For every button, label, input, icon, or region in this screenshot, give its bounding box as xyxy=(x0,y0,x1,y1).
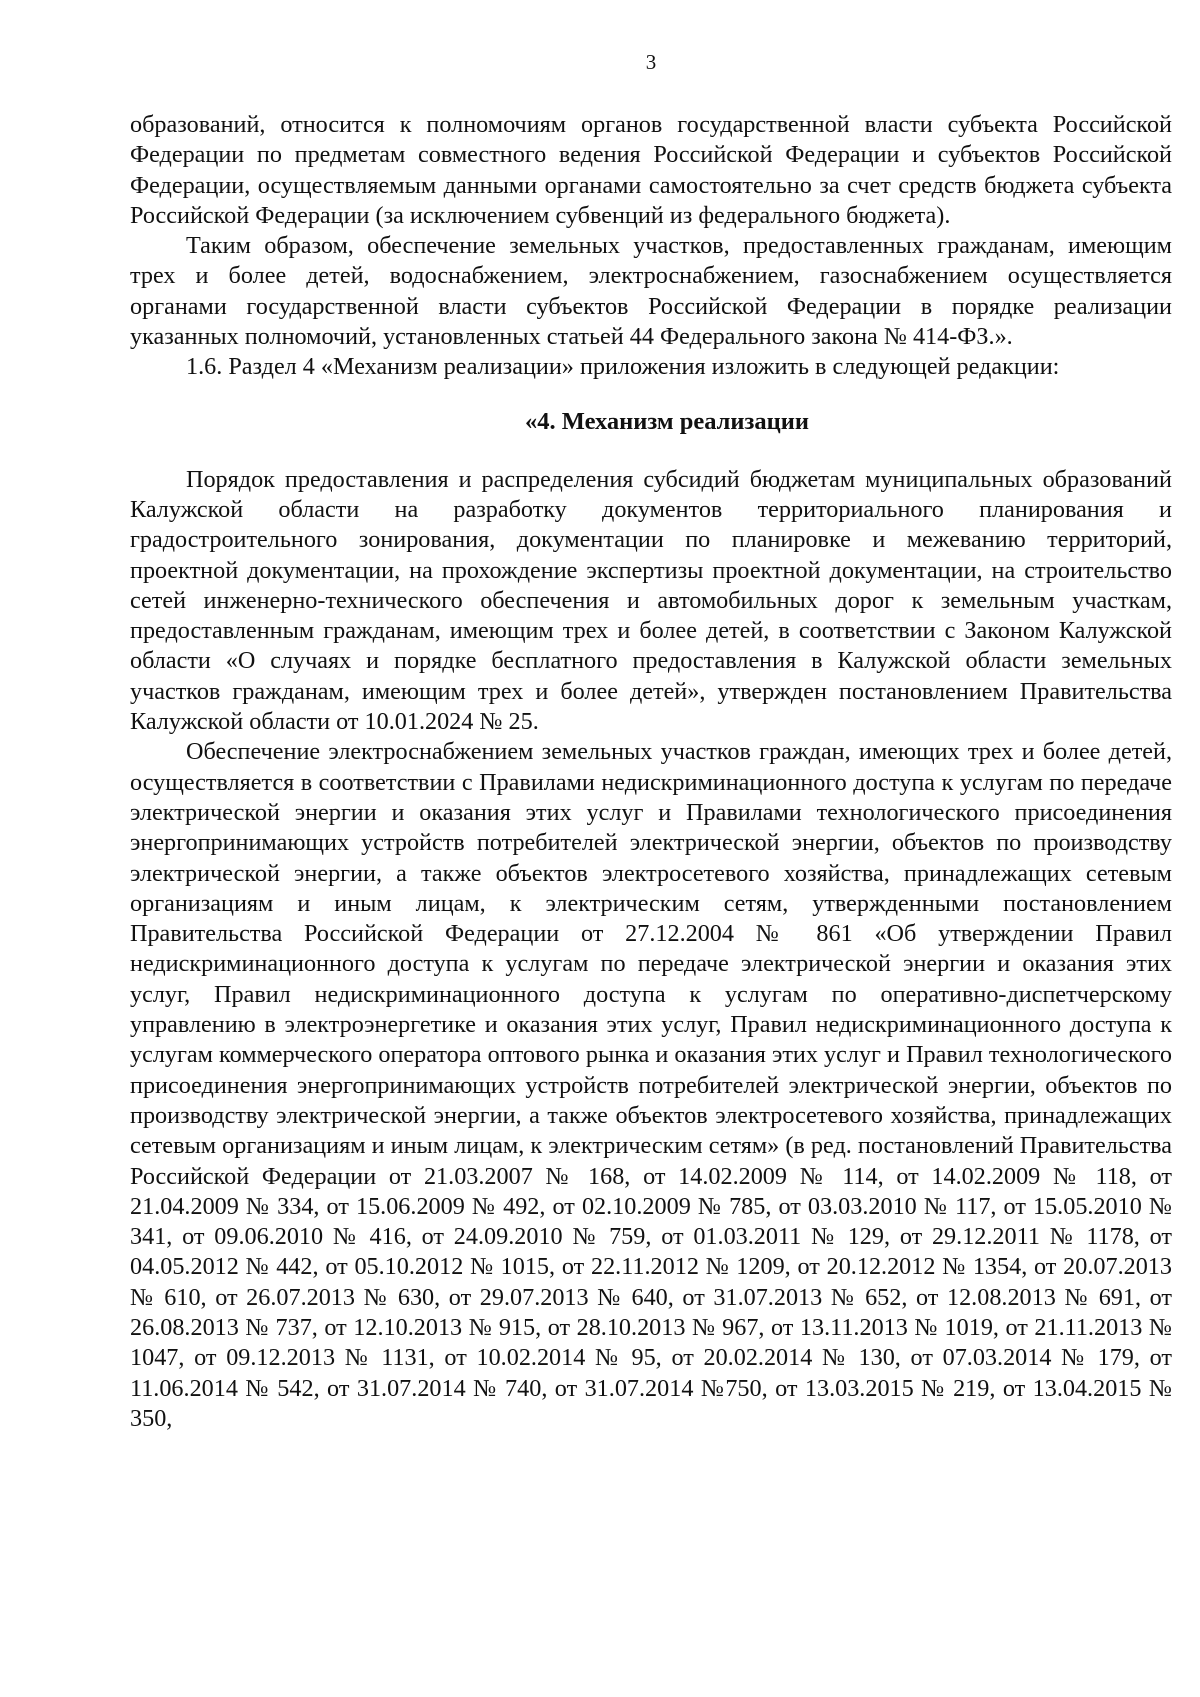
section-heading: «4. Механизм реализации xyxy=(525,407,809,435)
paragraph-subsidy-procedure: Порядок предоставления и распределения субсидий бюджетам муниципальных образований Калужской области на разработку документов территориального планирования и градостроительного зонирования, документации по планировке и межеванию территорий, проектной документации, на прохождение экспертизы проектной документации, на строительство сетей инженерно-технического обеспечения и автомобильных дорог к земельным участкам, предоставленным гражданам, имеющим трех и более детей, в соответствии с Законом Калужской области «О случаях и порядке бесплатного предоставления в Калужской области земельных участков гражданам, имеющим трех и более детей», утвержден постановлением Правительства Калужской области от 10.01.2024 № 25. xyxy=(130,465,1172,736)
page-number: 3 xyxy=(645,50,657,74)
paragraph-electricity-supply: Обеспечение электроснабжением земельных участков граждан, имеющих трех и более детей, осуществляется в соответствии с Правилами недискриминационного доступа к услугам по передаче электрической энергии и оказания этих услуг и Правилами технологического присоединения энергопринимающих устройств потребителей электрической энергии, объектов по производству электрической энергии, а также объектов электросетевого хозяйства, принадлежащих сетевым организациям и иным лицам, к электрическим сетям, утвержденными постановлением Правительства Российской Федерации от 27.12.2004 № 861 «Об утверждении Правил недискриминационного доступа к услугам по передаче электрической энергии и оказания этих услуг, Правил недискриминационного доступа к услугам по оперативно-диспетчерскому управлению в электроэнергетике и оказания этих услуг, Правил недискриминационного доступа к услугам коммерческого оператора оптового рынка и оказания этих услуг и Правил технологического присоединения энергопринимающих устройств потребителей электрической энергии, объектов по производству электрической энергии, а также объектов электросетевого хозяйства, принадлежащих сетевым организациям и иным лицам, к электрическим сетям» (в ред. постановлений Правительства Российской Федерации от 21.03.2007 № 168, от 14.02.2009 № 114, от 14.02.2009 № 118, от 21.04.2009 № 334, от 15.06.2009 № 492, от 02.10.2009 № 785, от 03.03.2010 № 117, от 15.05.2010 № 341, от 09.06.2010 № 416, от 24.09.2010 № 759, от 01.03.2011 № 129, от 29.12.2011 № 1178, от 04.05.2012 № 442, от 05.10.2012 № 1015, от 22.11.2012 № 1209, от 20.12.2012 № 1354, от 20.07.2013 № 610, от 26.07.2013 № 630, от 29.07.2013 № 640, от 31.07.2013 № 652, от 12.08.2013 № 691, от 26.08.2013 № 737, от 12.10.2013 № 915, от 28.10.2013 № 967, от 13.11.2013 № 1019, от 21.11.2013 № 1047, от 09.12.2013 № 1131, от 10.02.2014 № 95, от 20.02.2014 № 130, от 07.03.2014 № 179, от 11.06.2014 № 542, от 31.07.2014 № 740, от 31.07.2014 №750, от 13.03.2015 № 219, от 13.04.2015 № 350, xyxy=(130,738,1172,1432)
paragraph-continuation: образований, относится к полномочиям органов государственной власти субъекта Российской Федерации по предметам совместного ведения Российской Федерации и субъектов Российской Федерации, осуществляемым данными органами самостоятельно за счет средств бюджета субъекта Российской Федерации (за исключением субвенций из федерального бюджета). xyxy=(130,111,1172,229)
paragraph-amendment: 1.6. Раздел 4 «Механизм реализации» приложения изложить в следующей редакции: xyxy=(186,353,1060,381)
document-page xyxy=(130,48,1172,1434)
paragraph-conclusion: Таким образом, обеспечение земельных участков, предоставленных гражданам, имеющим трех и более детей, водоснабжением, электроснабжением, газоснабжением осуществляется органами государственной власти субъектов Российской Федерации в порядке реализации указанных полномочий, установленных статьей 44 Федерального закона № 414-ФЗ.». xyxy=(130,232,1172,351)
